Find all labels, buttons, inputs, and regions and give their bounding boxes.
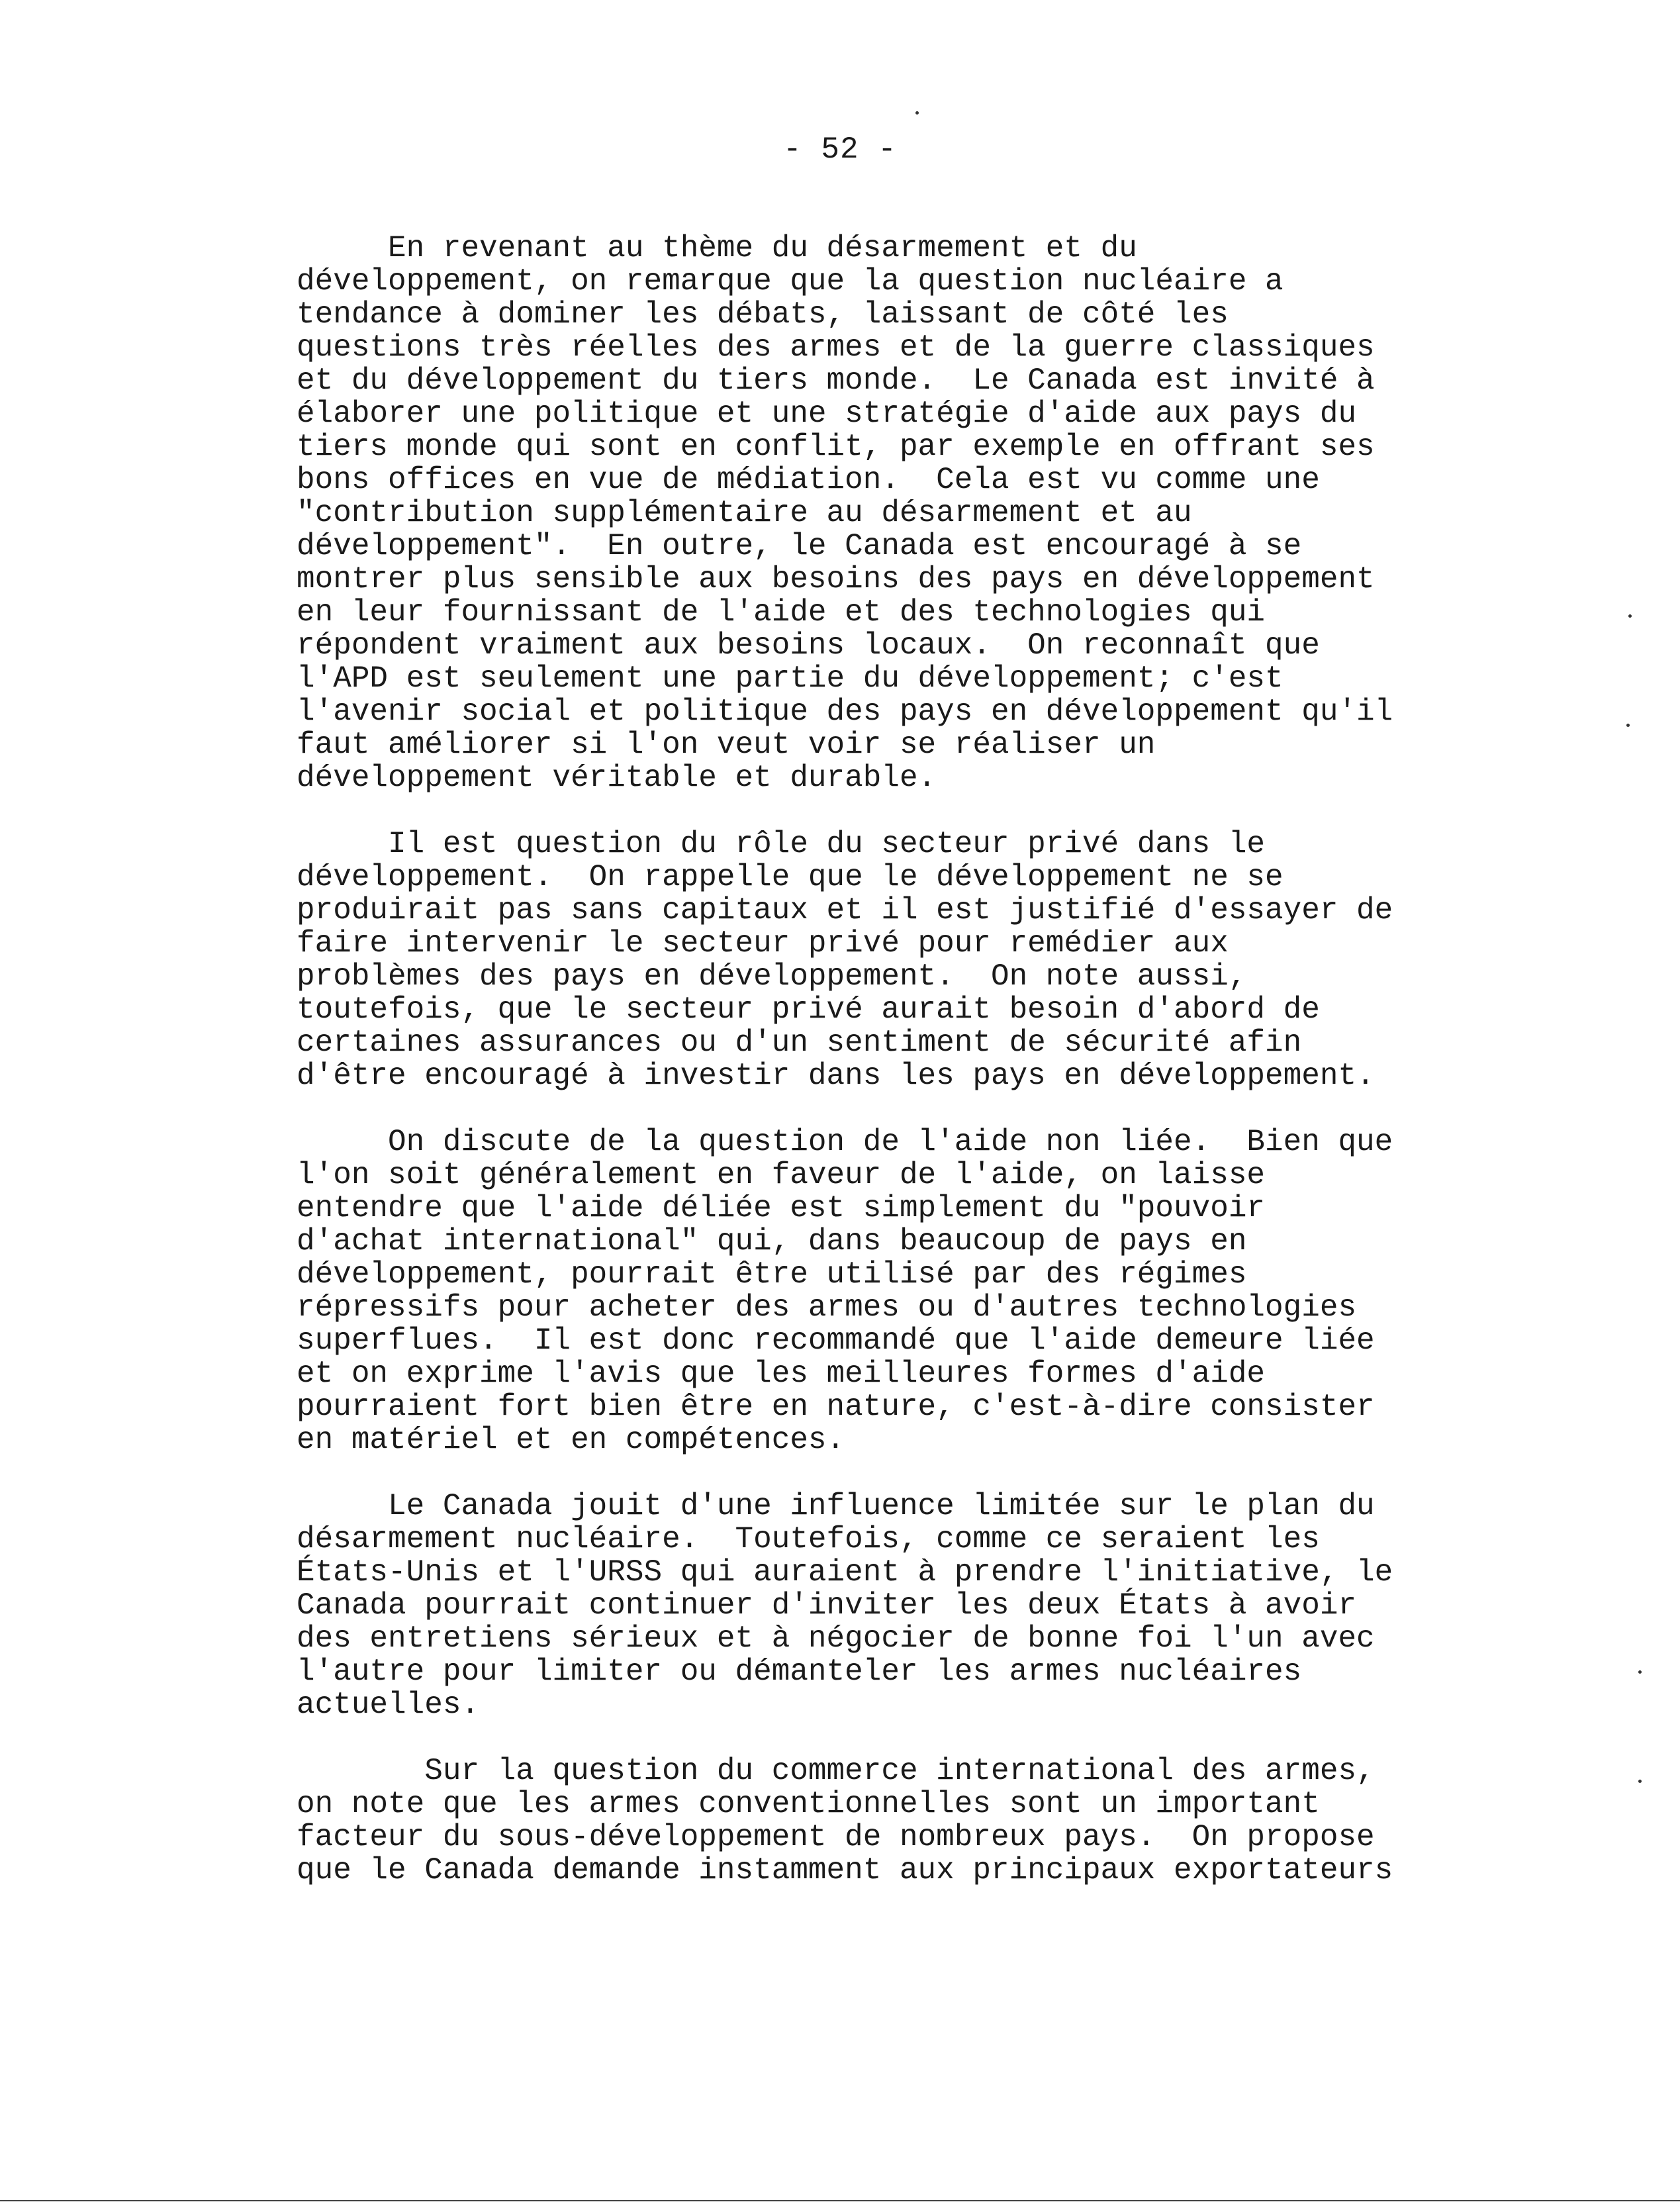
paragraph-nuclear-disarmament bbox=[297, 1490, 1481, 1721]
text-line: des entretiens sérieux et à négocier de bonne foi l'un avec bbox=[297, 1621, 1375, 1656]
text-line: facteur du sous-développement de nombreux pays. On propose bbox=[297, 1820, 1375, 1854]
text-line: certaines assurances ou d'un sentiment de sécurité afin bbox=[297, 1026, 1302, 1060]
text-line: faire intervenir le secteur privé pour remédier aux bbox=[297, 926, 1229, 961]
text-line: montrer plus sensible aux besoins des pays en développement bbox=[297, 562, 1375, 597]
text-line: développement". En outre, le Canada est encouragé à se bbox=[297, 529, 1302, 563]
paragraph-arms-trade bbox=[297, 1754, 1481, 1887]
text-line: Canada pourrait continuer d'inviter les deux États à avoir bbox=[297, 1588, 1357, 1623]
page-number: - 52 - bbox=[783, 132, 897, 167]
text-line: entendre que l'aide déliée est simplement du "pouvoir bbox=[297, 1191, 1266, 1225]
scan-speck bbox=[1626, 724, 1630, 727]
text-line: En revenant au thème du désarmement et du bbox=[297, 231, 1137, 265]
scan-speck bbox=[915, 111, 919, 115]
text-line: bons offices en vue de médiation. Cela est vu comme une bbox=[297, 463, 1320, 497]
text-line: désarmement nucléaire. Toutefois, comme ce seraient les bbox=[297, 1522, 1320, 1557]
paragraph-tied-aid bbox=[297, 1126, 1481, 1457]
scan-speck bbox=[1628, 614, 1632, 618]
text-line: problèmes des pays en développement. On note aussi, bbox=[297, 959, 1247, 994]
text-line: développement. On rappelle que le développement ne se bbox=[297, 860, 1283, 894]
text-line: tendance à dominer les débats, laissant de côté les bbox=[297, 297, 1229, 332]
text-line: On discute de la question de l'aide non liée. Bien que bbox=[297, 1125, 1393, 1159]
text-line: développement, on remarque que la question nucléaire a bbox=[297, 264, 1283, 299]
text-line: Il est question du rôle du secteur privé dans le bbox=[297, 827, 1266, 861]
text-line: d'être encouragé à investir dans les pays en développement. bbox=[297, 1059, 1375, 1093]
text-line: superflues. Il est donc recommandé que l'aide demeure liée bbox=[297, 1323, 1375, 1358]
paragraph-private-sector bbox=[297, 828, 1481, 1092]
text-line: questions très réelles des armes et de la guerre classiques bbox=[297, 330, 1375, 365]
text-line: toutefois, que le secteur privé aurait besoin d'abord de bbox=[297, 992, 1320, 1027]
text-line: produirait pas sans capitaux et il est justifié d'essayer de bbox=[297, 893, 1393, 928]
text-line: pourraient fort bien être en nature, c'est-à-dire consister bbox=[297, 1390, 1375, 1424]
text-line: et du développement du tiers monde. Le Canada est invité à bbox=[297, 363, 1375, 398]
scan-speck bbox=[1638, 1780, 1642, 1783]
text-line: Sur la question du commerce international des armes, bbox=[297, 1754, 1375, 1788]
text-line: on note que les armes conventionnelles sont un important bbox=[297, 1787, 1320, 1821]
text-line: en matériel et en compétences. bbox=[297, 1423, 845, 1457]
text-line: l'APD est seulement une partie du développement; c'est bbox=[297, 661, 1283, 696]
text-line: Le Canada jouit d'une influence limitée sur le plan du bbox=[297, 1489, 1375, 1523]
scan-bottom-edge bbox=[0, 2200, 1680, 2201]
text-line: d'achat international" qui, dans beaucoup de pays en bbox=[297, 1224, 1247, 1259]
text-line: développement véritable et durable. bbox=[297, 761, 937, 795]
text-line: faut améliorer si l'on veut voir se réaliser un bbox=[297, 728, 1156, 762]
text-line: actuelles. bbox=[297, 1688, 480, 1722]
text-line: l'avenir social et politique des pays en développement qu'il bbox=[297, 695, 1393, 729]
text-line: répondent vraiment aux besoins locaux. On reconnaît que bbox=[297, 628, 1320, 663]
text-line: et on exprime l'avis que les meilleures formes d'aide bbox=[297, 1357, 1266, 1391]
text-line: élaborer une politique et une stratégie d'aide aux pays du bbox=[297, 397, 1357, 431]
text-line: l'on soit généralement en faveur de l'aide, on laisse bbox=[297, 1158, 1266, 1192]
text-line: États-Unis et l'URSS qui auraient à prendre l'initiative, le bbox=[297, 1555, 1393, 1590]
paragraph-disarmament-development bbox=[297, 232, 1481, 794]
text-line: que le Canada demande instamment aux principaux exportateurs bbox=[297, 1853, 1393, 1888]
text-line: développement, pourrait être utilisé par des régimes bbox=[297, 1257, 1247, 1292]
text-line: "contribution supplémentaire au désarmement et au bbox=[297, 496, 1192, 530]
text-line: tiers monde qui sont en conflit, par exemple en offrant ses bbox=[297, 430, 1375, 464]
text-line: répressifs pour acheter des armes ou d'autres technologies bbox=[297, 1290, 1357, 1325]
text-line: en leur fournissant de l'aide et des technologies qui bbox=[297, 595, 1266, 630]
document-body bbox=[297, 232, 1481, 1920]
text-line: l'autre pour limiter ou démanteler les armes nucléaires bbox=[297, 1654, 1302, 1689]
scan-speck bbox=[1638, 1670, 1642, 1674]
